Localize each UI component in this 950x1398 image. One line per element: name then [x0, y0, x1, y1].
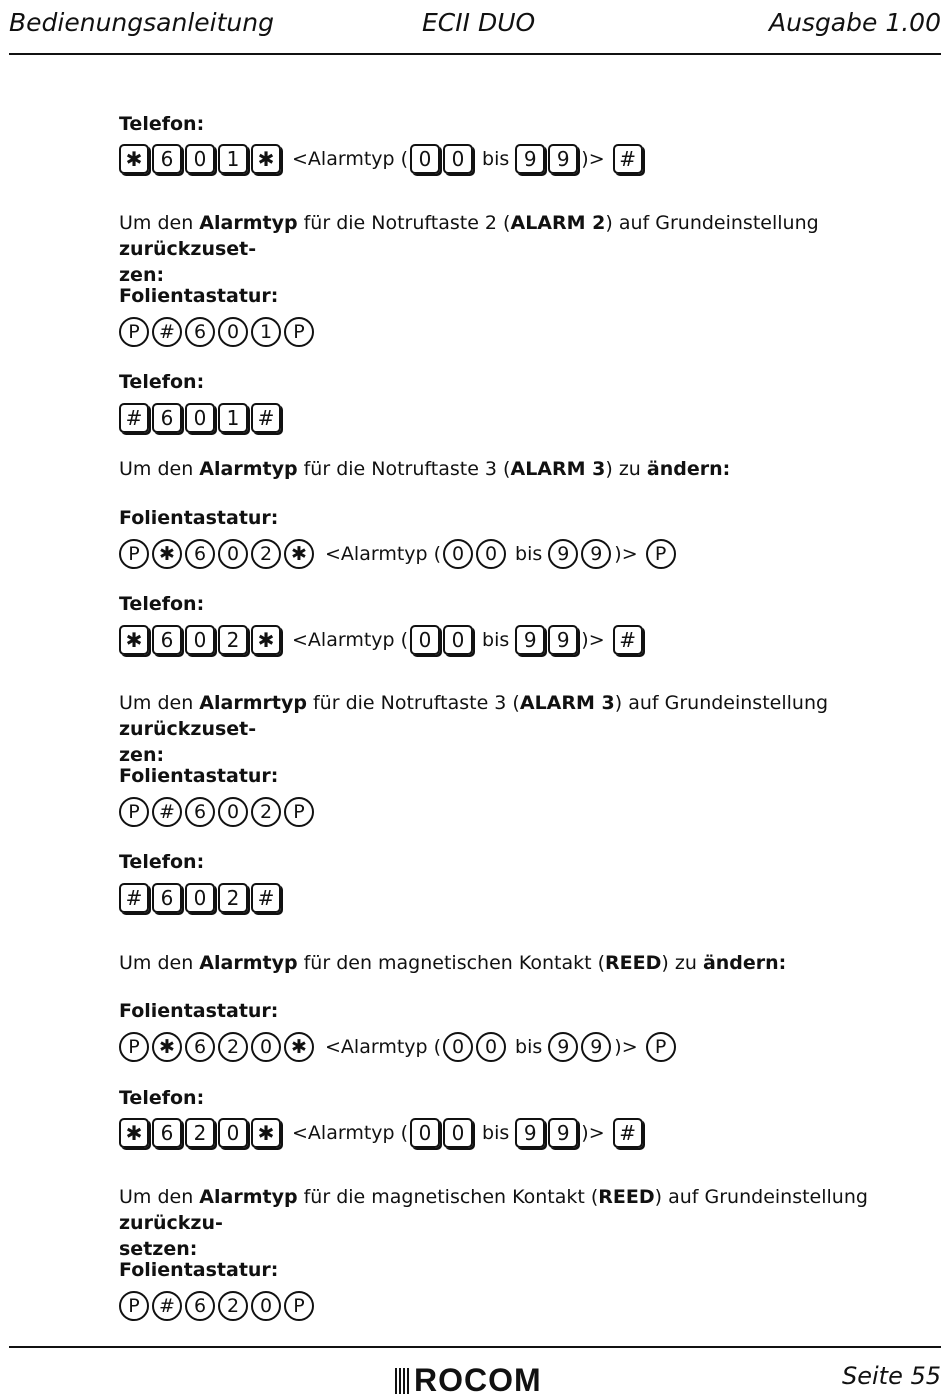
phone-key: # — [251, 403, 281, 433]
phone-key: 1 — [218, 144, 248, 174]
body-text: Um den — [119, 692, 200, 714]
phone-key: 9 — [515, 625, 545, 655]
keypad-key: P — [119, 317, 149, 347]
phone-key: 2 — [218, 625, 248, 655]
body-text: für den magnetischen Kontakt ( — [297, 952, 606, 974]
emphasis-text: REED — [598, 1186, 655, 1208]
sequence-text: )> — [581, 148, 605, 170]
key-sequence — [119, 316, 317, 348]
emphasis-text: Alarmtyp — [199, 952, 298, 974]
keypad-key: 0 — [476, 1032, 506, 1062]
emphasis-text: ändern: — [702, 952, 787, 974]
keypad-key: P — [646, 539, 676, 569]
keypad-key: 6 — [185, 797, 215, 827]
phone-key: 0 — [410, 144, 440, 174]
phone-key: 0 — [410, 625, 440, 655]
sequence-text: )> — [581, 1122, 605, 1144]
body-text: für die Notruftaste 3 ( — [306, 692, 520, 714]
phone-key: 0 — [185, 883, 215, 913]
folientastatur-label: Folientastatur: — [119, 285, 279, 307]
keypad-key: ✱ — [284, 1032, 314, 1062]
phone-key: 6 — [152, 625, 182, 655]
folientastatur-label: Folientastatur: — [119, 507, 279, 529]
sequence-text: <Alarmtyp ( — [325, 1036, 442, 1058]
phone-key: 9 — [515, 144, 545, 174]
instruction-paragraph — [119, 1184, 931, 1262]
key-sequence — [119, 402, 284, 434]
keypad-key: 2 — [218, 1291, 248, 1321]
keypad-key: 1 — [251, 317, 281, 347]
keypad-key: 0 — [476, 539, 506, 569]
emphasis-text: Alarmtyp — [199, 212, 298, 234]
instruction-paragraph — [119, 210, 931, 288]
keypad-key: 0 — [218, 539, 248, 569]
keypad-key: 6 — [185, 1291, 215, 1321]
sequence-text: bis — [515, 543, 543, 565]
phone-key: 0 — [443, 144, 473, 174]
emphasis-text: setzen: — [119, 1238, 198, 1260]
folientastatur-label: Folientastatur: — [119, 1000, 279, 1022]
phone-key: 6 — [152, 403, 182, 433]
keypad-key: ✱ — [152, 1032, 182, 1062]
keypad-key: P — [284, 1291, 314, 1321]
phone-key: # — [251, 883, 281, 913]
sequence-text: <Alarmtyp ( — [292, 1122, 409, 1144]
phone-key: 9 — [548, 625, 578, 655]
keypad-key: 0 — [443, 1032, 473, 1062]
instruction-paragraph — [119, 690, 931, 768]
body-text: Um den — [119, 458, 200, 480]
sequence-text: <Alarmtyp ( — [325, 543, 442, 565]
keypad-key: # — [152, 317, 182, 347]
phone-key: # — [119, 883, 149, 913]
sequence-text: <Alarmtyp ( — [292, 629, 409, 651]
emphasis-text: zurückzu- — [119, 1212, 223, 1234]
keypad-key: 9 — [548, 539, 578, 569]
rocom-logo — [395, 1362, 542, 1398]
phone-key: ✱ — [119, 1118, 149, 1148]
phone-key: # — [613, 1118, 643, 1148]
keypad-key: P — [119, 797, 149, 827]
body-text: ) auf Grundeinstellung — [614, 692, 829, 714]
keypad-key: P — [119, 1291, 149, 1321]
key-sequence — [119, 624, 646, 656]
phone-key: 6 — [152, 1118, 182, 1148]
emphasis-text: zen: — [119, 264, 165, 286]
body-text: für die Notruftaste 3 ( — [297, 458, 511, 480]
phone-key: 0 — [185, 403, 215, 433]
keypad-key: 9 — [548, 1032, 578, 1062]
emphasis-text: ALARM 3 — [519, 692, 615, 714]
body-text: ) auf Grundeinstellung — [654, 1186, 868, 1208]
instruction-paragraph — [119, 950, 931, 976]
key-sequence — [119, 1031, 679, 1063]
phone-key: 0 — [410, 1118, 440, 1148]
phone-key: 9 — [515, 1118, 545, 1148]
phone-key: ✱ — [251, 625, 281, 655]
keypad-key: 9 — [581, 539, 611, 569]
sequence-text: bis — [482, 148, 510, 170]
logo-text: ROCOM — [414, 1362, 542, 1398]
key-sequence — [119, 143, 646, 175]
phone-key: 1 — [218, 403, 248, 433]
emphasis-text: Alarmtyp — [199, 1186, 298, 1208]
body-text: ) zu — [605, 458, 647, 480]
keypad-key: 2 — [251, 539, 281, 569]
emphasis-text: Alarmtyp — [199, 458, 298, 480]
keypad-key: P — [119, 539, 149, 569]
keypad-key: 2 — [218, 1032, 248, 1062]
keypad-key: ✱ — [152, 539, 182, 569]
keypad-key: # — [152, 797, 182, 827]
phone-key: 9 — [548, 144, 578, 174]
sequence-text: bis — [482, 629, 510, 651]
keypad-key: 0 — [443, 539, 473, 569]
sequence-text: <Alarmtyp ( — [292, 148, 409, 170]
header-manual-title: Bedienungsanleitung — [9, 8, 274, 37]
rocom-logo-icon — [395, 1368, 411, 1394]
sequence-text: )> — [581, 629, 605, 651]
keypad-key: P — [284, 317, 314, 347]
body-text: Um den — [119, 1186, 200, 1208]
header-product-name: ECII DUO — [422, 8, 536, 37]
phone-key: 6 — [152, 144, 182, 174]
telefon-label: Telefon: — [119, 851, 205, 873]
key-sequence — [119, 1117, 646, 1149]
telefon-label: Telefon: — [119, 371, 205, 393]
phone-key: 6 — [152, 883, 182, 913]
key-sequence — [119, 1290, 317, 1322]
instruction-paragraph — [119, 456, 931, 482]
phone-key: 0 — [218, 1118, 248, 1148]
emphasis-text: zen: — [119, 744, 165, 766]
keypad-key: 6 — [185, 1032, 215, 1062]
phone-key: ✱ — [251, 144, 281, 174]
phone-key: ✱ — [119, 625, 149, 655]
keypad-key: 2 — [251, 797, 281, 827]
keypad-key: 0 — [218, 317, 248, 347]
emphasis-text: zurückzuset- — [119, 718, 257, 740]
emphasis-text: ALARM 3 — [510, 458, 606, 480]
phone-key: # — [613, 144, 643, 174]
emphasis-text: REED — [605, 952, 662, 974]
folientastatur-label: Folientastatur: — [119, 765, 279, 787]
sequence-text: )> — [614, 543, 638, 565]
phone-key: 0 — [443, 625, 473, 655]
phone-key: 0 — [185, 625, 215, 655]
telefon-label: Telefon: — [119, 593, 205, 615]
keypad-key: P — [646, 1032, 676, 1062]
phone-key: 9 — [548, 1118, 578, 1148]
key-sequence — [119, 882, 284, 914]
body-text: ) auf Grundeinstellung — [605, 212, 819, 234]
key-sequence — [119, 796, 317, 828]
phone-key: 0 — [185, 144, 215, 174]
keypad-key: # — [152, 1291, 182, 1321]
phone-key: 0 — [443, 1118, 473, 1148]
header-edition: Ausgabe 1.00 — [768, 8, 941, 37]
emphasis-text: Alarmrtyp — [199, 692, 307, 714]
phone-key: # — [613, 625, 643, 655]
header-rule — [9, 53, 941, 55]
body-text: für die Notruftaste 2 ( — [297, 212, 511, 234]
body-text: für die magnetischen Kontakt ( — [297, 1186, 599, 1208]
keypad-key: P — [284, 797, 314, 827]
sequence-text: bis — [515, 1036, 543, 1058]
phone-key: ✱ — [119, 144, 149, 174]
sequence-text: )> — [614, 1036, 638, 1058]
keypad-key: P — [119, 1032, 149, 1062]
body-text: Um den — [119, 212, 200, 234]
folientastatur-label: Folientastatur: — [119, 1259, 279, 1281]
keypad-key: 6 — [185, 539, 215, 569]
key-sequence — [119, 538, 679, 570]
keypad-key: 0 — [218, 797, 248, 827]
emphasis-text: ändern: — [646, 458, 731, 480]
sequence-text: bis — [482, 1122, 510, 1144]
keypad-key: 9 — [581, 1032, 611, 1062]
phone-key: 2 — [185, 1118, 215, 1148]
emphasis-text: zurückzuset- — [119, 238, 257, 260]
keypad-key: 6 — [185, 317, 215, 347]
page-header — [0, 0, 950, 56]
telefon-label: Telefon: — [119, 1087, 205, 1109]
body-text: Um den — [119, 952, 200, 974]
keypad-key: ✱ — [284, 539, 314, 569]
body-text: ) zu — [661, 952, 703, 974]
footer-rule — [9, 1346, 941, 1348]
emphasis-text: ALARM 2 — [510, 212, 606, 234]
phone-key: ✱ — [251, 1118, 281, 1148]
page-number: Seite 55 — [841, 1362, 941, 1390]
phone-key: # — [119, 403, 149, 433]
telefon-label: Telefon: — [119, 113, 205, 135]
keypad-key: 0 — [251, 1032, 281, 1062]
keypad-key: 0 — [251, 1291, 281, 1321]
phone-key: 2 — [218, 883, 248, 913]
